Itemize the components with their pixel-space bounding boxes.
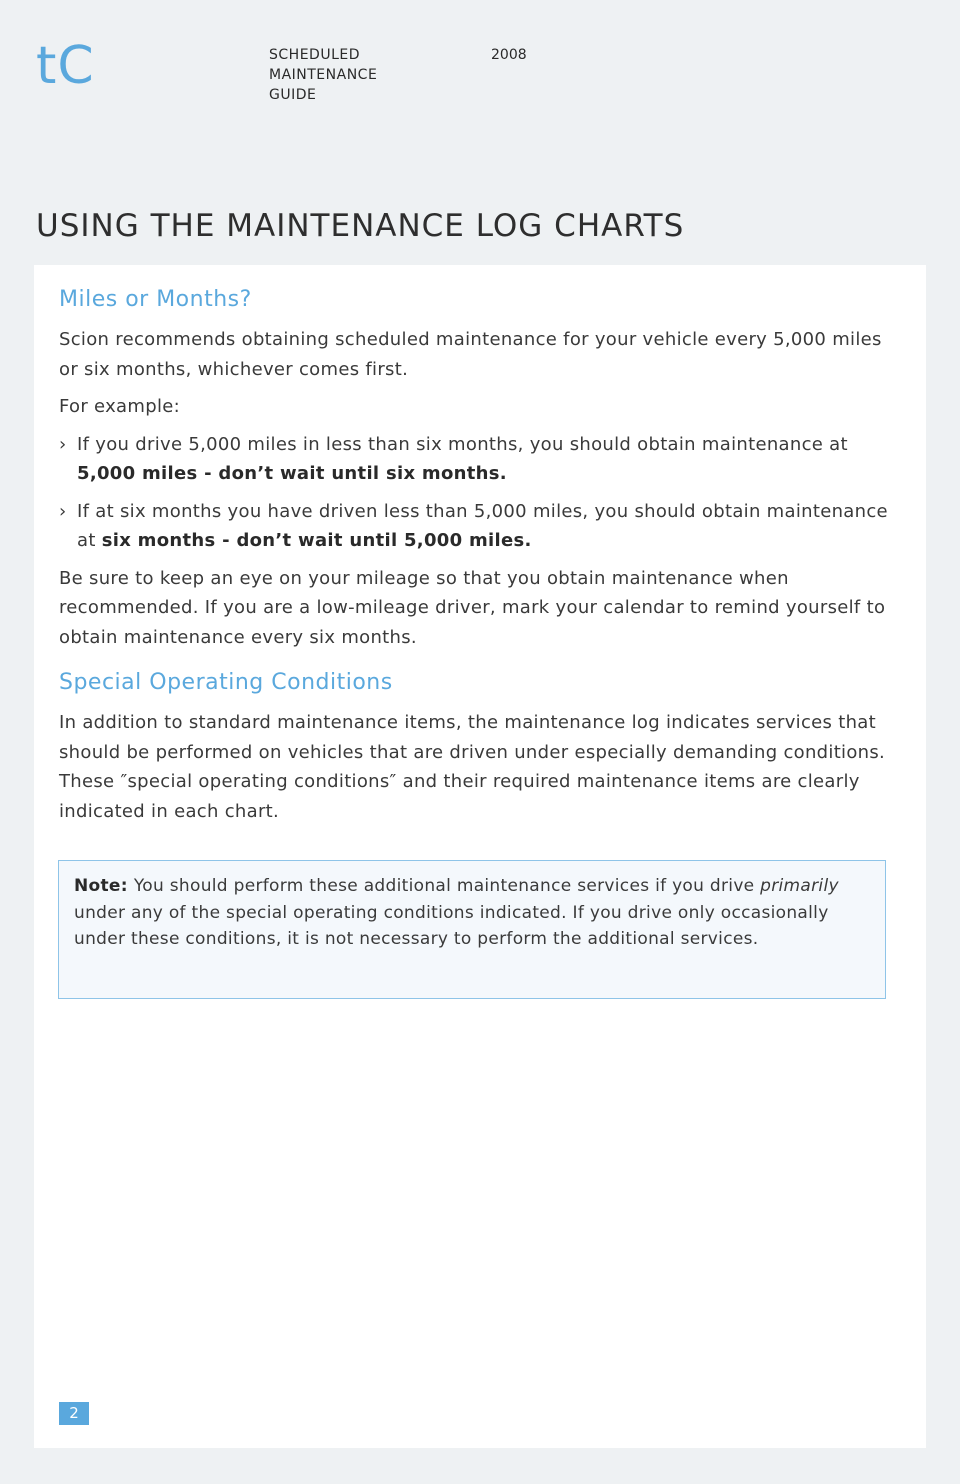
note-text-part: under any of the special operating conditions indicated. If you drive only occasionally under these conditions, it is not necessary to perform the additional services. — [74, 902, 829, 949]
note-emphasis: primarily — [760, 876, 839, 896]
document-title-line: MAINTENANCE — [269, 67, 378, 83]
model-year: 2008 — [491, 47, 527, 63]
section-heading-miles-or-months: Miles or Months? — [59, 287, 252, 312]
note-text — [74, 873, 864, 953]
bullet-item — [59, 497, 889, 556]
intro-paragraph: Scion recommends obtaining scheduled maintenance for your vehicle every 5,000 miles or six months, whichever comes first. — [59, 329, 882, 380]
closing-paragraph: Be sure to keep an eye on your mileage so that you obtain maintenance when recommended. If you are a low-mileage driver, mark your calendar to remind yourself to obtain maintenance every six months. — [59, 567, 886, 648]
page-heading: USING THE MAINTENANCE LOG CHARTS — [36, 208, 685, 244]
bullet-emphasis: six months - don’t wait until 5,000 miles. — [101, 530, 532, 551]
bullet-chevron-icon: › — [59, 433, 67, 455]
bullet-text: If at six months you have driven less than 5,000 miles, you should obtain maintenance at — [77, 500, 888, 551]
document-title — [269, 45, 377, 105]
logo: tC — [36, 36, 95, 96]
example-label: For example: — [59, 396, 180, 417]
document-title-line: GUIDE — [269, 87, 317, 103]
page-number-badge: 2 — [59, 1402, 89, 1425]
note-label: Note: — [74, 876, 128, 896]
bullet-emphasis: 5,000 miles - don’t wait until six months. — [77, 463, 507, 484]
conditions-paragraph: In addition to standard maintenance items, the maintenance log indicates services that should be performed on vehicles that are driven under especially demanding conditions. These ″special operating conditions″ and their required maintenance items are clearly indicated in each chart. — [59, 712, 886, 822]
bullet-item — [59, 430, 889, 489]
section-heading-special-operating-conditions: Special Operating Conditions — [59, 670, 393, 695]
note-box — [58, 860, 886, 999]
content-panel — [34, 265, 926, 1448]
bullet-chevron-icon: › — [59, 500, 67, 522]
document-title-line: SCHEDULED — [269, 47, 360, 63]
content-body — [59, 285, 889, 826]
note-text-part: You should perform these additional maintenance services if you drive — [133, 876, 761, 896]
bullet-text: If you drive 5,000 miles in less than six months, you should obtain maintenance at — [77, 433, 848, 455]
